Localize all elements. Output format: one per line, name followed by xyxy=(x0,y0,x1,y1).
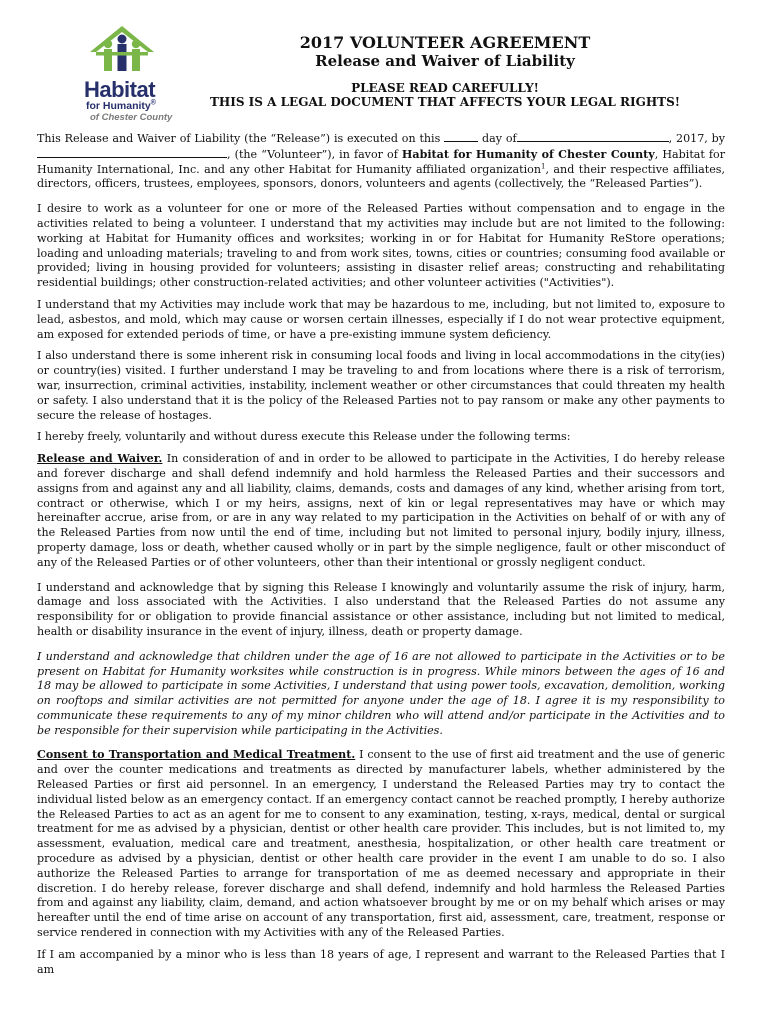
volunteer-name-blank[interactable] xyxy=(37,147,227,158)
day-blank[interactable] xyxy=(444,131,478,142)
logo-line1: Habitat xyxy=(84,77,156,102)
consent-paragraph: Consent to Transportation and Medical Treatment. I consent to the use of first aid treatment and the use of generic and over the counter medications and treatments as directed by manufacturer labels, whether administered by the Released Parties or first aid personnel. In an emergency, I understand the Released Parties may try to contact the individual listed below as an emergency contact. If an emergency contact cannot be reached promptly, I hereby authorize the Released Parties to act as an agent for me to consent to any examination, testing, x-rays, medical, dental or surgical treatment for me as advised by a physician, dentist or other health care provider. This includes, but is not limited to, my assessment, evaluation, medical care and treatment, anesthesia, hospitalization, or other health care treatment or procedure as advised by a physician, dentist or other health care provider in the event I am unable to do so. I also authorize the Released Parties to arrange for transportation of me as deemed necessary and appropriate in their discretion. I do hereby release, forever discharge and shall defend, indemnify and hold harmless the Released Parties from and against any liability, claim, demand, and action whatsoever brought by me or on my behalf which arises or may hereafter until the end of time arise on account of any transportation, first aid, assessment, care, treatment, response or service rendered in connection with my Activities with any of the Released Parties. xyxy=(37,748,725,940)
travel-risk-paragraph: I also understand there is some inherent risk in consuming local foods and living in local accommodations in the city(ies) or country(ies) visited. I further understand I may be traveling to and from locations where there is a risk of terrorism, war, insurrection, criminal activities, instability, inclement weather or other circumstances that could threaten my health or safety. I also understand that it is the policy of the Released Parties not to pay ransom or make any other payments to secure the release of hostages. xyxy=(37,349,725,422)
logo-line2: for Humanity® xyxy=(86,99,156,112)
org-name: Habitat for Humanity of Chester County xyxy=(401,147,655,161)
intro-paragraph: This Release and Waiver of Liability (the “Release”) is executed on this day of , 2017, by, (the “Volunteer”), in favor of Habitat for Humanity of Chester County, Habitat for Humanity International, Inc. and any other Habitat for Humanity affiliated organization$^1$, and their respective affiliates, directors, officers, trustees, employees, sponsors, donors, volunteers and agents (collectively, the “Released Parties”). xyxy=(37,132,726,191)
document-header xyxy=(200,34,690,109)
habitat-house-people-icon xyxy=(82,22,162,78)
document-title: 2017 VOLUNTEER AGREEMENT xyxy=(299,33,591,52)
release-waiver-heading: Release and Waiver. xyxy=(37,452,163,466)
document-body xyxy=(37,131,725,984)
logo-line3: of Chester County xyxy=(90,112,173,123)
legal-rights-notice: THIS IS A LEGAL DOCUMENT THAT AFFECTS YOUR LEGAL RIGHTS! xyxy=(209,95,681,109)
read-carefully-notice: PLEASE READ CAREFULLY! xyxy=(351,81,539,95)
footnote-mark: 1 xyxy=(540,161,546,170)
hazard-paragraph: I understand that my Activities may include work that may be hazardous to me, including, but not limited to, exposure to lead, asbestos, and mold, which may cause or worsen certain illnesses, especially if I do not wear protective equipment, am exposed for extended periods of time, or have a pre-existing immune system deficiency. xyxy=(37,297,725,341)
terms-intro-paragraph: I hereby freely, voluntarily and without duress execute this Release under the following terms: xyxy=(37,430,571,444)
document-subtitle: Release and Waiver of Liability xyxy=(315,52,575,70)
assume-risk-paragraph: I understand and acknowledge that by signing this Release I knowingly and voluntarily assume the risk of injury, harm, damage and loss associated with the Activities. I also understand that the Released Parties do not assume any responsibility for or obligation to provide financial assistance or other assistance, including but not limited to medical, health or disability insurance in the event of injury, illness, death or property damage. xyxy=(37,580,725,638)
minor-accompanied-paragraph: If I am accompanied by a minor who is less than 18 years of age, I represent and warrant to the Released Parties that I am xyxy=(37,947,725,976)
month-blank[interactable] xyxy=(517,131,669,142)
activities-paragraph: I desire to work as a volunteer for one or more of the Released Parties without compensation and to engage in the activities related to being a volunteer. I understand that my activities may include but are not limited to the following: working at Habitat for Humanity offices and worksites; working in or for Habitat for Humanity ReStore operations; loading and unloading materials; traveling to and from work sites, towns, cities or countries; consuming food available or provided; living in housing provided for volunteers; assisting in disaster relief areas; constructing and rehabilitating residential buildings; other construction-related activities; and other volunteer activities ("Activities"). xyxy=(37,202,725,290)
habitat-wordmark xyxy=(84,77,184,123)
consent-heading: Consent to Transportation and Medical Treatment. xyxy=(37,748,356,762)
release-waiver-paragraph: Release and Waiver. In consideration of and in order to be allowed to participate in the Activities, I do hereby release and forever discharge and shall defend indemnify and hold harmless the Released Parties and their successors and assigns from and against any and all liability, claims, demands, costs and damages of any kind, whether arising from tort, contract or otherwise, which I or my heirs, assigns, next of kin or legal representatives may have or which may hereinafter accrue, arise from, or are in any way related to my participation in the Activities on behalf of or with any of the Released Parties from now until the end of time, including but not limited to personal injury, bodily injury, illness, property damage, loss or death, whether caused wholly or in part by the simple negligence, fault or other misconduct of any of the Released Parties or of other volunteers, other than their intentional or grossly negligent conduct. xyxy=(37,452,725,569)
minors-paragraph: I understand and acknowledge that children under the age of 16 are not allowed to participate in the Activities or to be present on Habitat for Humanity worksites while construction is in progress. While minors between the ages of 16 and 18 may be allowed to participate in some Activities, I understand that using power tools, excavation, demolition, working on rooftops and similar activities are not permitted for anyone under the age of 18. I agree it is my responsibility to communicate these requirements to any of my minor children who will attend and/or participate in the Activities and to be responsible for their supervision while participating in the Activities. xyxy=(37,649,725,737)
